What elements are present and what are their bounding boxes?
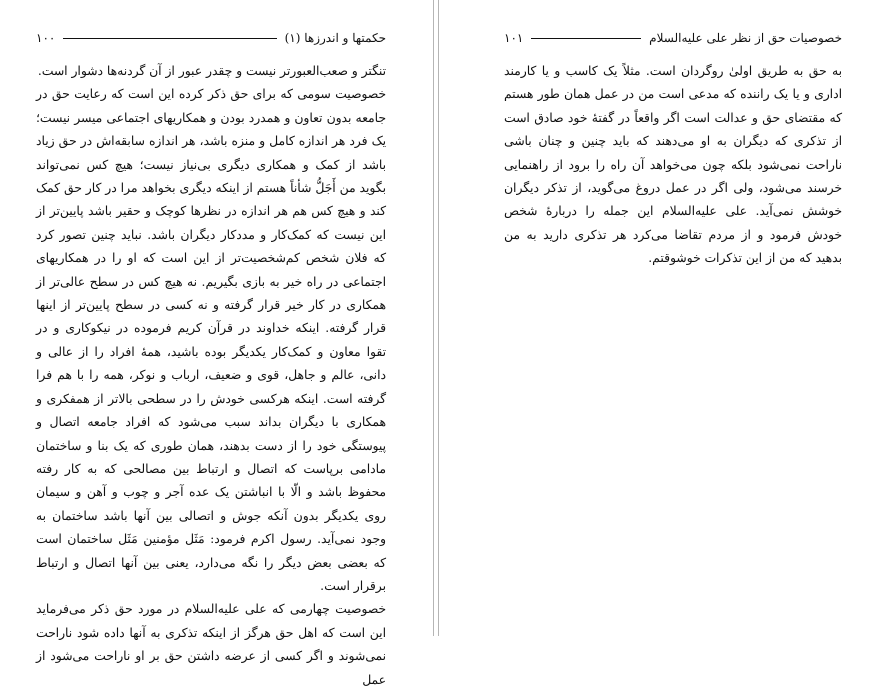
paragraph: به حق به طریق اولیٰ روگردان است. مثلاً یک کاسب و یا کارمند اداری و یا یک راننده که مدعی است من در عمل همان طور هستم که مقتضای حق و عدالت است اگر واقعاً در گفتهٔ خود صادق است از تذکری که دیگران به او می‌دهند که باید چنین و چنان باشی ناراحت نمی‌شود بلکه چون می‌خواهد آن راه را برود از راهنمایی خرسند می‌شود، ولی اگر در عمل دروغ می‌گوید، از تذکر دیگران خوشش نمی‌آید. علی علیه‌السلام این جمله را دربارهٔ شخص خودش فرمود و از مردم تقاضا می‌کرد هر تذکری دارید به من بدهید که من از این تذکرات خوشوقتم. <box>504 64 842 266</box>
left-page <box>0 0 432 687</box>
paragraph: خصوصیت چهارمی که علی علیه‌السلام در مورد حق ذکر می‌فرماید این است که اهل حق هرگز از اینکه تذکری به آنها داده شود ناراحت نمی‌شوند و اگر کسی از عرضه داشتن حق بر او ناراحت می‌شود از عمل <box>36 602 386 687</box>
page-divider <box>438 0 439 636</box>
page-divider <box>433 0 434 636</box>
left-page-header <box>36 30 386 46</box>
left-page-body <box>36 60 386 692</box>
page-number: ۱۰۱ <box>504 31 524 45</box>
running-title: حکمتها و اندرزها (۱) <box>284 31 386 45</box>
paragraph: خصوصیت سومی که برای حق ذکر کرده این است که رعایت حق در جامعه بدون تعاون و همدرد بودن و همکاریهای اجتماعی میسر نیست؛ یک فرد هر اندازه کامل و منزه باشد، هر اندازه سابقه‌اش در حق زیاد باشد از کمک و همکاری دیگری بی‌نیاز نیست؛ هیچ کس نمی‌تواند بگوید من أَجَلُّ شأناً هستم از اینکه دیگری بخواهد مرا در کار حق کمک کند و هیچ کس هم هر اندازه در نظرها کوچک و حقیر باشد پایین‌تر از این نیست که کمک‌کار و مددکار دیگران باشد. نباید چنین تصور کرد که فلان شخص کم‌شخصیت‌تر از این است که او را در همکاریهای اجتماعی در راه خیر به بازی بگیریم. نه هیچ کس در سطح عالی‌تر از همکاری در کار خیر قرار گرفته و نه کسی در سطح پایین‌تر از اینها قرار گرفته. اینکه خداوند در قرآن کریم فرموده در نیکوکاری و در تقوا معاون و کمک‌کار یکدیگر بوده باشید، همهٔ افراد را از عالی و دانی، عالم و جاهل، قوی و ضعیف، ارباب و نوکر، همه را با هم فرا گرفته است. اینکه هرکسی خودش را در سطحی بالاتر از همفکری و همکاری با دیگران بداند سبب می‌شود که افراد جامعه اتصال و پیوستگی خود را از دست بدهند، همان طوری که یک بنا و ساختمان مادامی برپاست که اتصال و ارتباط بین مصالحی که به کار رفته محفوظ باشد و الّا با انباشتن یک عده آجر و چوب و آهن و سیمان روی یکدیگر بدون آنکه جوش و اتصالی بین آنها باشد ساختمان به وجود نمی‌آید. رسول اکرم فرمود: مَثَل مؤمنین مَثَل ساختمان است که بعضی بعض دیگر را نگه می‌دارد، یعنی بین آنها اتصال و ارتباط برقرار است. <box>36 87 386 593</box>
header-rule <box>63 38 276 39</box>
header-rule <box>531 38 641 39</box>
right-page-body <box>504 60 842 271</box>
right-page-header <box>504 30 842 46</box>
running-title: خصوصیات حق از نظر علی علیه‌السلام <box>649 31 842 45</box>
right-page <box>440 0 886 636</box>
paragraph: تنگتر و صعب‌العبورتر نیست و چقدر عبور از آن گردنه‌ها دشوار است. <box>37 64 386 78</box>
page-number: ۱۰۰ <box>36 31 56 45</box>
